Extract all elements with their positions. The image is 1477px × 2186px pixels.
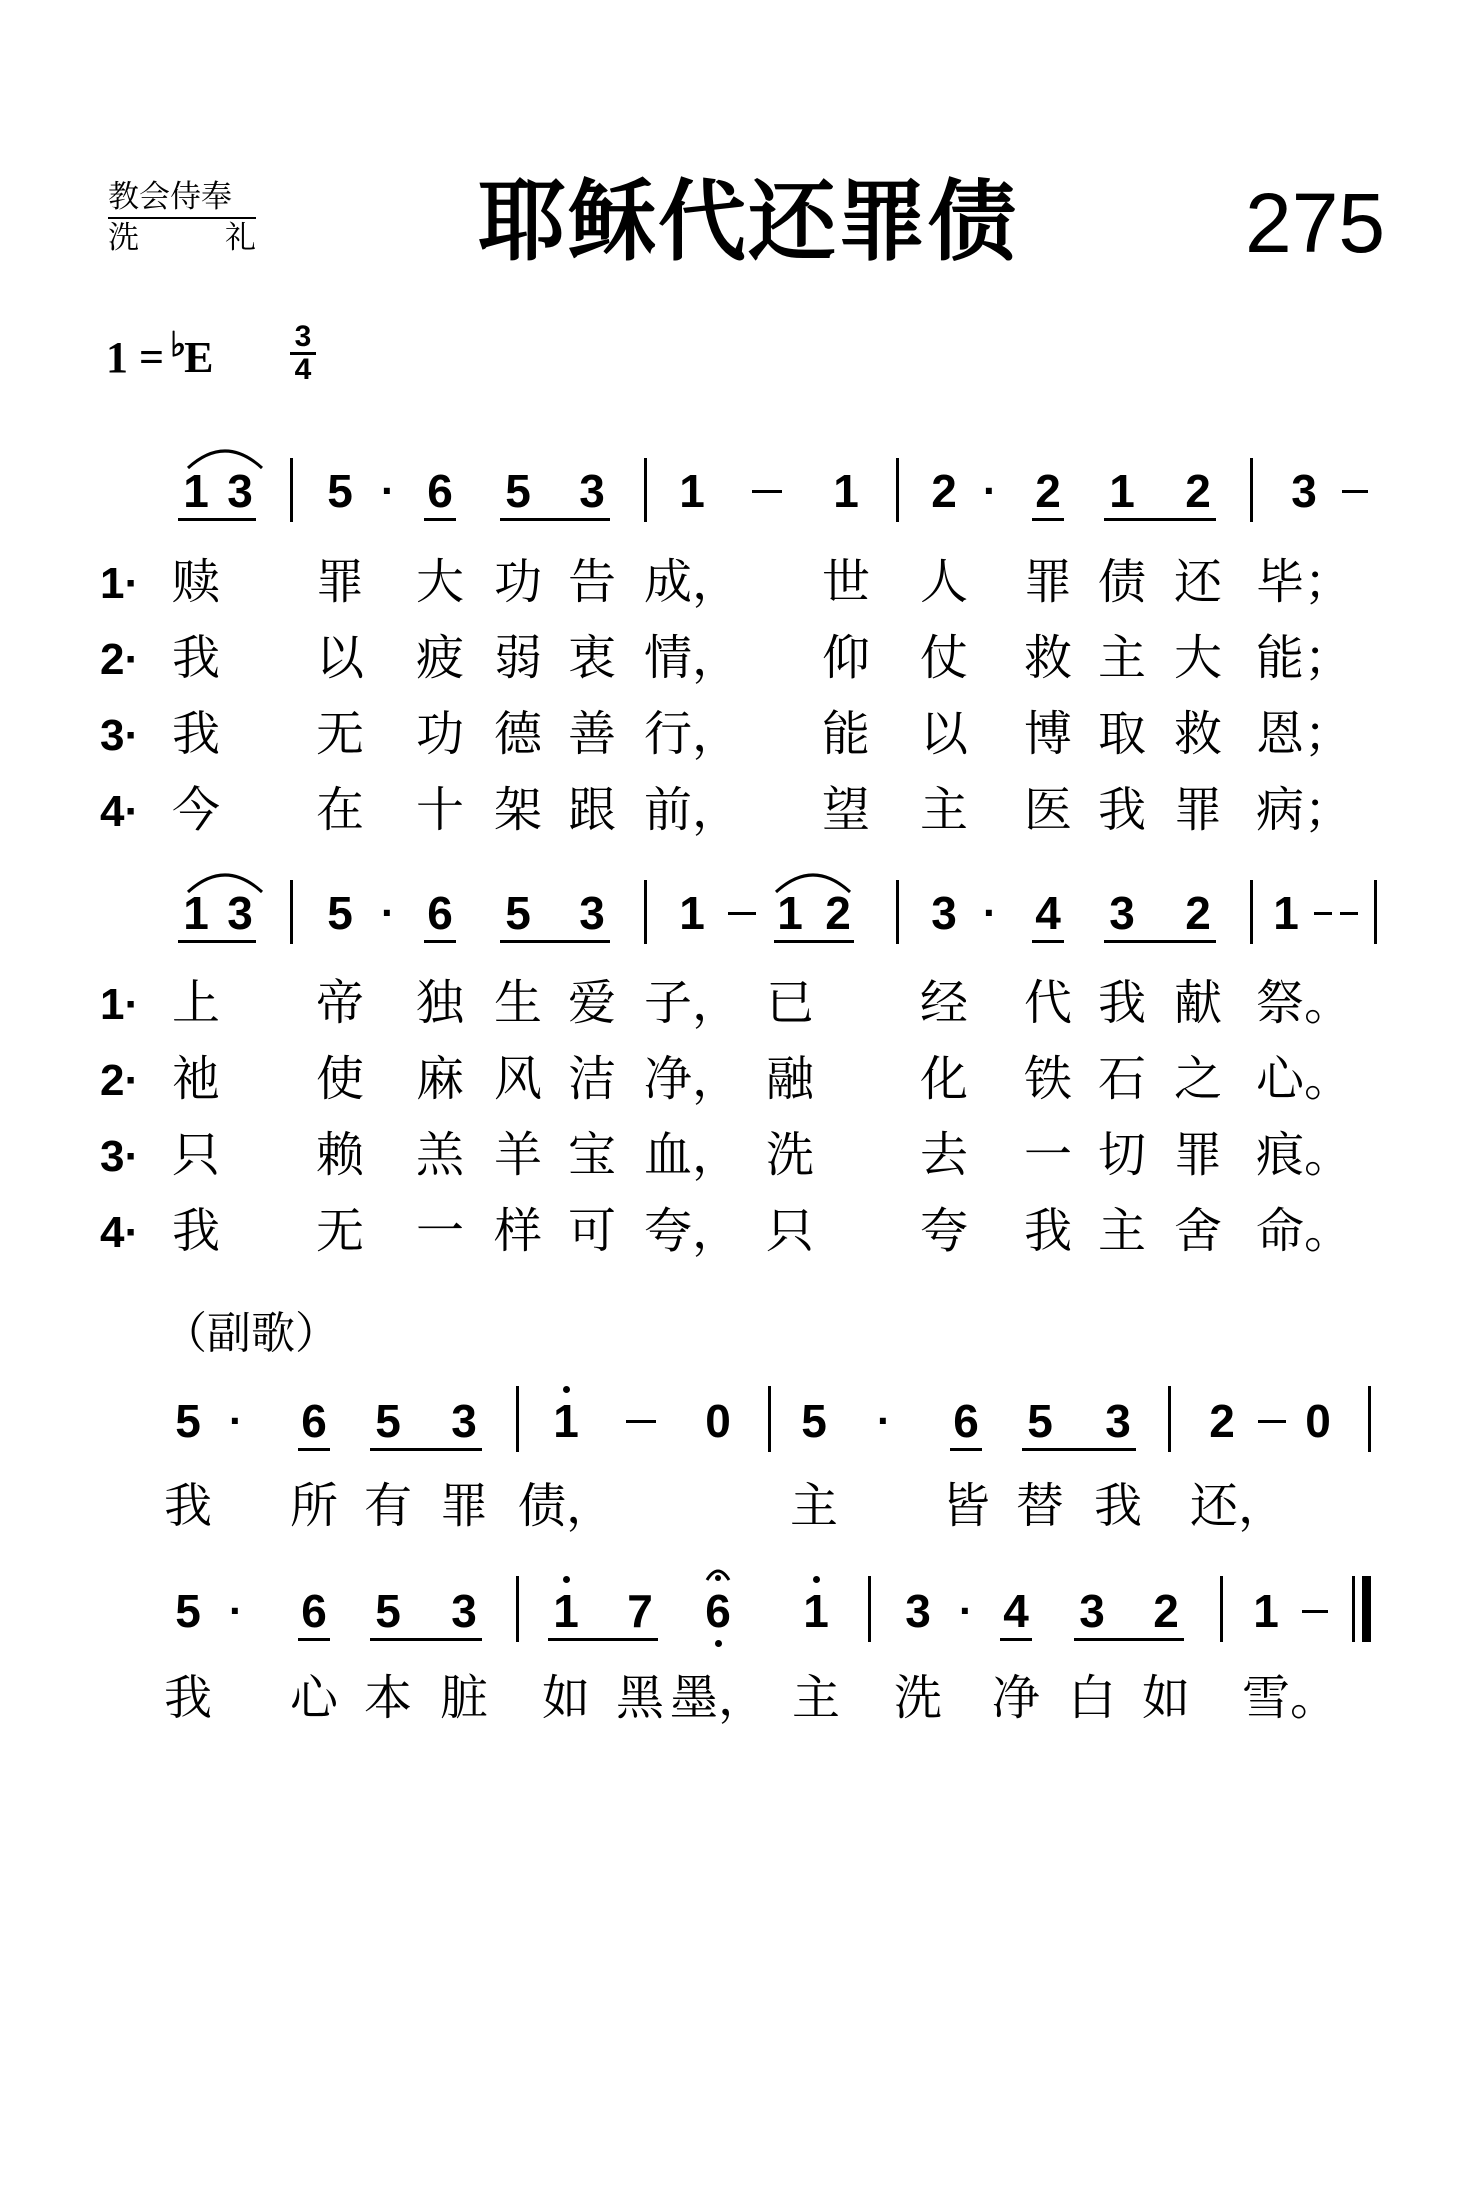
- lyric-syllable: 我: [1023, 1203, 1073, 1259]
- lyric-syllable: 只: [765, 1203, 815, 1259]
- underline: [178, 518, 256, 521]
- note: 3: [1105, 1395, 1131, 1447]
- verse-number: 2·: [100, 635, 140, 684]
- underline: [298, 1448, 330, 1451]
- note: 1: [1253, 1585, 1279, 1637]
- lyric-syllable: 所: [289, 1478, 339, 1534]
- dash: [1314, 912, 1332, 915]
- lyric-syllable: 我: [1097, 975, 1147, 1031]
- lyric-syllable: 夸: [919, 1203, 969, 1259]
- augmentation-dot: ·: [229, 1397, 243, 1444]
- underline: [370, 1448, 482, 1451]
- verse-number: 4·: [100, 787, 140, 836]
- lyric-syllable: 成，: [643, 554, 741, 610]
- barline: [516, 1576, 519, 1642]
- lyric-syllable: 望: [821, 782, 871, 838]
- note: 5: [801, 1395, 827, 1447]
- key-prefix: 1 =: [106, 333, 165, 382]
- lyric-syllable: 融: [765, 1051, 815, 1107]
- augmentation-dot: ·: [983, 889, 997, 936]
- lyric-syllable: 羊: [493, 1127, 543, 1183]
- note: 5: [375, 1585, 401, 1637]
- lyric-syllable: 帝: [315, 975, 365, 1031]
- note: 1: [553, 1395, 579, 1447]
- note: 6: [301, 1395, 327, 1447]
- note: 3: [451, 1395, 477, 1447]
- note: 2: [931, 465, 957, 517]
- note: 5: [375, 1395, 401, 1447]
- key-signature: [106, 327, 214, 387]
- note: 3: [905, 1585, 931, 1637]
- lyric-syllable: 债，: [517, 1478, 615, 1534]
- lyric-syllable: 主: [791, 1670, 841, 1726]
- lyric-syllable: 医: [1023, 782, 1073, 838]
- lyric-syllable: 已: [765, 975, 815, 1031]
- verse-number: 1·: [100, 559, 140, 608]
- dash: [1342, 490, 1368, 493]
- lyric-syllable: 子，: [643, 975, 741, 1031]
- lyric-syllable: 去: [919, 1127, 969, 1183]
- note: 3: [227, 887, 253, 939]
- lyric-syllable: 罪: [1023, 554, 1073, 610]
- lyric-syllable: 痕。: [1255, 1127, 1353, 1183]
- note: 1: [679, 887, 705, 939]
- note: 2: [1035, 465, 1061, 517]
- lyric-syllable: 还: [1173, 554, 1223, 610]
- lyric-syllable: 脏: [439, 1670, 489, 1726]
- lyric-syllable: 可: [567, 1203, 617, 1259]
- lyric-syllable: 雪。: [1241, 1670, 1339, 1726]
- underline: [424, 940, 456, 943]
- underline: [1104, 518, 1216, 521]
- verse-number: 3·: [100, 1132, 140, 1181]
- lyric-syllable: 我: [163, 1670, 213, 1726]
- underline: [1032, 518, 1064, 521]
- lyric-syllable: 功: [415, 706, 465, 762]
- final-barline: [1362, 1576, 1371, 1642]
- lyric-syllable: 黑: [615, 1670, 665, 1726]
- augmentation-dot: ·: [381, 889, 395, 936]
- underline: [370, 1638, 482, 1641]
- underline: [1104, 940, 1216, 943]
- note: 5: [327, 887, 353, 939]
- augmentation-dot: ·: [877, 1397, 891, 1444]
- note: 2: [1209, 1395, 1235, 1447]
- lyric-syllable: 仰: [821, 630, 871, 686]
- lyric-syllable: 架: [493, 782, 543, 838]
- barline: [644, 880, 647, 944]
- underline: [500, 940, 610, 943]
- lyric-syllable: 取: [1097, 706, 1147, 762]
- note: 5: [505, 887, 531, 939]
- note: 5: [175, 1585, 201, 1637]
- note: 1: [1273, 887, 1299, 939]
- lyric-syllable: 石: [1097, 1051, 1147, 1107]
- barline: [896, 458, 899, 522]
- lyric-syllable: 主: [919, 782, 969, 838]
- note: 2: [1153, 1585, 1179, 1637]
- lyric-syllable: 祂: [171, 1051, 221, 1107]
- barline: [1368, 1386, 1371, 1452]
- category-line2-b: 礼: [225, 220, 256, 256]
- note: 1: [777, 887, 803, 939]
- note: 2: [825, 887, 851, 939]
- lyric-syllable: 以: [919, 706, 969, 762]
- lyric-syllable: 罪: [439, 1478, 489, 1534]
- lyric-syllable: 以: [315, 630, 365, 686]
- lyric-syllable: 我: [1097, 782, 1147, 838]
- barline: [1374, 880, 1377, 944]
- note: 6: [427, 887, 453, 939]
- lyric-syllable: 一: [1023, 1127, 1073, 1183]
- category-line2-a: 洗: [108, 220, 139, 256]
- lyric-syllable: 跟: [567, 782, 617, 838]
- underline: [298, 1638, 330, 1641]
- note: 7: [627, 1585, 653, 1637]
- lyric-syllable: 独: [415, 975, 465, 1031]
- lyric-syllable: 夸，: [643, 1203, 741, 1259]
- note: 3: [579, 465, 605, 517]
- note: 3: [931, 887, 957, 939]
- lyric-syllable: 大: [1173, 630, 1223, 686]
- lyric-syllable: 毕；: [1255, 554, 1353, 610]
- lyric-syllable: 之: [1173, 1051, 1223, 1107]
- note: 2: [1185, 465, 1211, 517]
- time-signature: [290, 322, 316, 385]
- lyric-syllable: 铁: [1023, 1051, 1073, 1107]
- lyric-syllable: 命。: [1255, 1203, 1353, 1259]
- note: 1: [183, 465, 209, 517]
- lyric-syllable: 德: [493, 706, 543, 762]
- lyric-syllable: 白: [1067, 1670, 1117, 1726]
- note: 1: [553, 1585, 579, 1637]
- underline: [1032, 940, 1064, 943]
- verse-number: 4·: [100, 1208, 140, 1257]
- lyric-syllable: 洗: [765, 1127, 815, 1183]
- note: 1: [679, 465, 705, 517]
- note: 1: [1109, 465, 1135, 517]
- note: 3: [1079, 1585, 1105, 1637]
- augmentation-dot: ·: [229, 1587, 243, 1634]
- high-octave-dot: [563, 1576, 570, 1583]
- note: 5: [505, 465, 531, 517]
- lyric-syllable: 爱: [567, 975, 617, 1031]
- lyric-syllable: 情，: [643, 630, 741, 686]
- note: 3: [579, 887, 605, 939]
- note: 1: [803, 1585, 829, 1637]
- underline: [548, 1638, 658, 1641]
- note: 1: [833, 465, 859, 517]
- barline: [290, 458, 293, 522]
- barline: [1250, 458, 1253, 522]
- lyric-syllable: 赖: [315, 1127, 365, 1183]
- lyric-syllable: 债: [1097, 554, 1147, 610]
- barline: [290, 880, 293, 944]
- lyric-syllable: 如: [1141, 1670, 1191, 1726]
- note: 0: [705, 1395, 731, 1447]
- lyric-syllable: 舍: [1173, 1203, 1223, 1259]
- note: 5: [175, 1395, 201, 1447]
- lyric-syllable: 上: [171, 975, 221, 1031]
- lyric-syllable: 宝: [567, 1127, 617, 1183]
- underline: [424, 518, 456, 521]
- lyric-syllable: 主: [1097, 1203, 1147, 1259]
- underline: [1074, 1638, 1184, 1641]
- lyric-syllable: 我: [163, 1478, 213, 1534]
- barline: [644, 458, 647, 522]
- high-octave-dot: [563, 1386, 570, 1393]
- underline: [774, 940, 854, 943]
- lyric-syllable: 告: [567, 554, 617, 610]
- lyric-syllable: 我: [171, 1203, 221, 1259]
- lyric-syllable: 替: [1015, 1478, 1065, 1534]
- note: 2: [1185, 887, 1211, 939]
- dash: [728, 912, 756, 915]
- lyric-syllable: 能: [821, 706, 871, 762]
- lyric-syllable: 经: [919, 975, 969, 1031]
- lyric-syllable: 风: [493, 1051, 543, 1107]
- lyric-syllable: 仗: [919, 630, 969, 686]
- chorus-label: （副歌）: [163, 1308, 339, 1359]
- note: 4: [1003, 1585, 1029, 1637]
- lyric-syllable: 博: [1023, 706, 1073, 762]
- note: 1: [183, 887, 209, 939]
- verse-number: 2·: [100, 1056, 140, 1105]
- lyric-syllable: 罪: [1173, 1127, 1223, 1183]
- note: 5: [1027, 1395, 1053, 1447]
- lyric-syllable: 净，: [643, 1051, 741, 1107]
- lyric-syllable: 代: [1023, 975, 1073, 1031]
- lyric-syllable: 罪: [315, 554, 365, 610]
- dash: [1340, 912, 1358, 915]
- lyric-syllable: 功: [493, 554, 543, 610]
- augmentation-dot: ·: [983, 467, 997, 514]
- lyric-syllable: 在: [315, 782, 365, 838]
- barline: [516, 1386, 519, 1452]
- lyric-syllable: 十: [415, 782, 465, 838]
- note: 3: [1109, 887, 1135, 939]
- underline: [1022, 1448, 1136, 1451]
- verse-number: 3·: [100, 711, 140, 760]
- underline: [1000, 1638, 1032, 1641]
- dash: [1258, 1420, 1286, 1423]
- lyric-syllable: 心: [289, 1670, 339, 1726]
- lyric-syllable: 病；: [1255, 782, 1353, 838]
- note: 0: [1305, 1395, 1331, 1447]
- lyric-syllable: 还，: [1189, 1478, 1287, 1534]
- barline: [1352, 1576, 1355, 1642]
- lyric-syllable: 墨，: [669, 1670, 767, 1726]
- hymn-number: 275: [1245, 176, 1386, 270]
- lyric-syllable: 主: [1097, 630, 1147, 686]
- lyric-syllable: 无: [315, 1203, 365, 1259]
- lyric-syllable: 心。: [1255, 1051, 1353, 1107]
- lyric-syllable: 行，: [643, 706, 741, 762]
- lyric-syllable: 一: [415, 1203, 465, 1259]
- lyric-syllable: 赎: [171, 554, 221, 610]
- lyric-syllable: 皆: [941, 1478, 991, 1534]
- time-signature-bottom: 4: [294, 353, 312, 386]
- underline: [950, 1448, 982, 1451]
- lyric-syllable: 净: [991, 1670, 1041, 1726]
- category-line1: 教会侍奉: [108, 178, 256, 219]
- lyric-syllable: 人: [919, 554, 969, 610]
- lyric-syllable: 无: [315, 706, 365, 762]
- lyric-syllable: 使: [315, 1051, 365, 1107]
- note: 6: [301, 1585, 327, 1637]
- key-letter: E: [184, 333, 214, 382]
- note: 6: [427, 465, 453, 517]
- lyric-syllable: 恩；: [1255, 706, 1353, 762]
- lyric-syllable: 衷: [567, 630, 617, 686]
- augmentation-dot: ·: [381, 467, 395, 514]
- barline: [768, 1386, 771, 1452]
- low-octave-dot: [715, 1640, 722, 1647]
- lyric-syllable: 洗: [893, 1670, 943, 1726]
- lyric-syllable: 洁: [567, 1051, 617, 1107]
- lyric-syllable: 救: [1023, 630, 1073, 686]
- lyric-syllable: 罪: [1173, 782, 1223, 838]
- time-signature-top: 3: [290, 322, 316, 355]
- dash: [752, 490, 782, 493]
- lyric-syllable: 本: [363, 1670, 413, 1726]
- note: 4: [1035, 887, 1061, 939]
- lyric-syllable: 样: [493, 1203, 543, 1259]
- barline: [868, 1576, 871, 1642]
- lyric-syllable: 生: [493, 975, 543, 1031]
- note: 3: [451, 1585, 477, 1637]
- note: 3: [1291, 465, 1317, 517]
- note: 6: [705, 1585, 731, 1637]
- lyric-syllable: 有: [363, 1478, 413, 1534]
- lyric-syllable: 今: [171, 782, 221, 838]
- lyric-syllable: 善: [567, 706, 617, 762]
- lyric-syllable: 祭。: [1255, 975, 1353, 1031]
- lyric-syllable: 羔: [415, 1127, 465, 1183]
- category-line2: [108, 219, 256, 257]
- barline: [1220, 1576, 1223, 1642]
- lyric-syllable: 大: [415, 554, 465, 610]
- underline: [178, 940, 256, 943]
- verse-number: 1·: [100, 980, 140, 1029]
- flat-sign: ♭: [170, 327, 187, 364]
- dash: [626, 1420, 656, 1423]
- lyric-syllable: 世: [821, 554, 871, 610]
- lyric-syllable: 血，: [643, 1127, 741, 1183]
- lyric-syllable: 我: [171, 706, 221, 762]
- high-octave-dot: [813, 1576, 820, 1583]
- lyric-syllable: 前，: [643, 782, 741, 838]
- note: 6: [953, 1395, 979, 1447]
- note: 3: [227, 465, 253, 517]
- lyric-syllable: 弱: [493, 630, 543, 686]
- lyric-syllable: 麻: [415, 1051, 465, 1107]
- lyric-syllable: 切: [1097, 1127, 1147, 1183]
- barline: [1250, 880, 1253, 944]
- lyric-syllable: 只: [171, 1127, 221, 1183]
- lyric-syllable: 我: [1093, 1478, 1143, 1534]
- lyric-syllable: 能；: [1255, 630, 1353, 686]
- lyric-syllable: 化: [919, 1051, 969, 1107]
- lyric-syllable: 主: [789, 1478, 839, 1534]
- augmentation-dot: ·: [959, 1587, 973, 1634]
- barline: [896, 880, 899, 944]
- lyric-syllable: 疲: [415, 630, 465, 686]
- hymn-title: 耶稣代还罪债: [478, 170, 1019, 273]
- lyric-syllable: 救: [1173, 706, 1223, 762]
- barline: [1168, 1386, 1171, 1452]
- underline: [500, 518, 610, 521]
- dash: [1302, 1610, 1328, 1613]
- lyric-syllable: 献: [1173, 975, 1223, 1031]
- lyric-syllable: 我: [171, 630, 221, 686]
- category-label: [108, 178, 256, 257]
- fermata-icon: [704, 1562, 732, 1584]
- note: 5: [327, 465, 353, 517]
- lyric-syllable: 如: [541, 1670, 591, 1726]
